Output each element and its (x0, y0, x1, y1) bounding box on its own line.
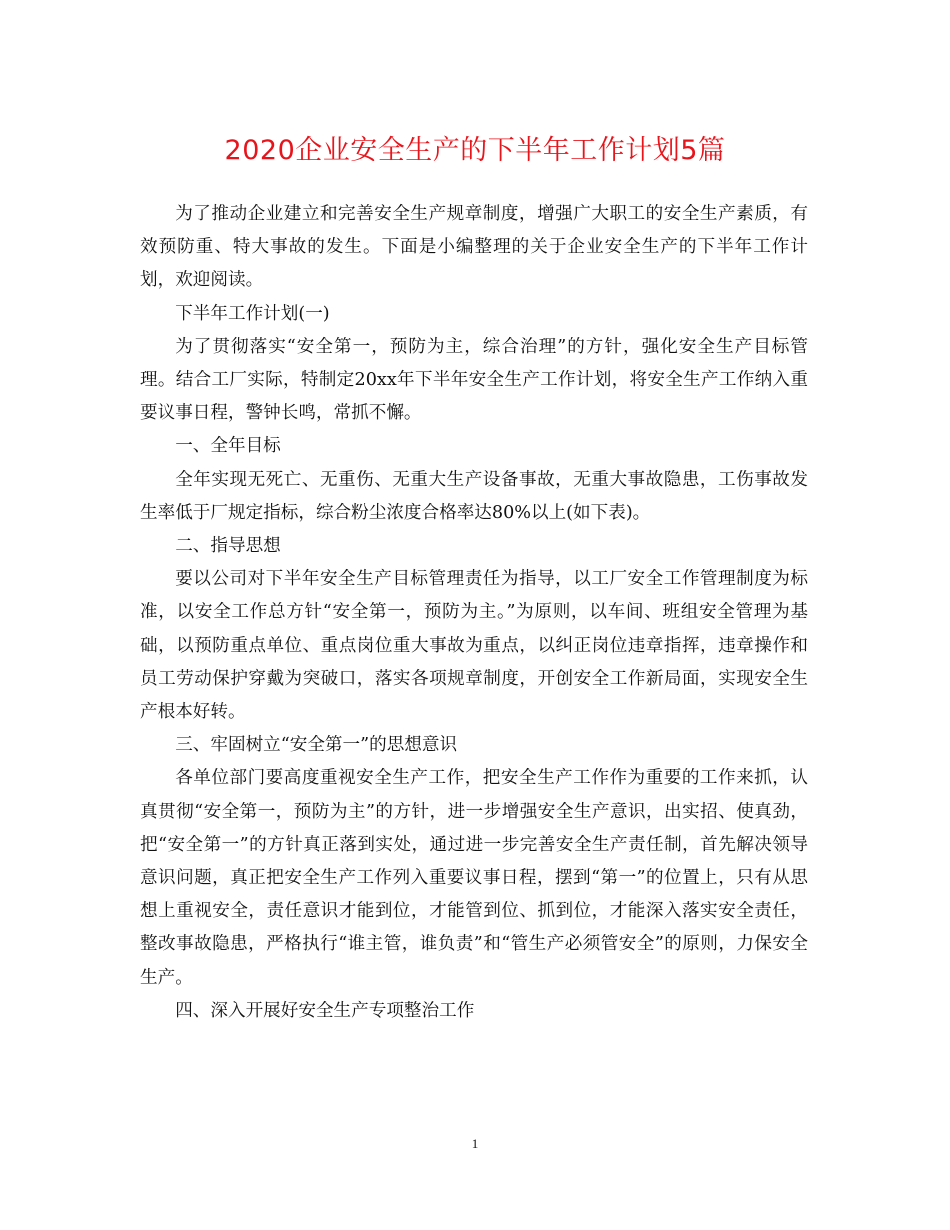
page-number: 1 (471, 1136, 479, 1151)
paragraph-intro: 为了推动企业建立和完善安全生产规章制度，增强广大职工的安全生产素质，有效预防重、特大事故的发生。下面是小编整理的关于企业安全生产的下半年工作计划，欢迎阅读。 (140, 204, 808, 291)
heading-plan-1: 下半年工作计划(一) (175, 303, 330, 324)
paragraph-safety-first: 各单位部门要高度重视安全生产工作，把安全生产工作作为重要的工作来抓，认真贯彻“安全第一，预防为主”的方针，进一步增强安全生产意识，出实招、使真劲，把“安全第一”的方针真正落到实处，通过进一步完善安全生产责任制，首先解决领导意识问题，真正把安全生产工作列入重要议事日程，摆到“第一”的位置上，只有从思想上重视安全，责任意识才能到位，才能管到位、抓到位，才能深入落实安全责任，整改事故隐患，严格执行“谁主管，谁负责”和“管生产必须管安全”的原则，力保安全生产。 (140, 768, 808, 988)
page-title: 2020企业安全生产的下半年工作计划5篇 (224, 135, 726, 166)
paragraph-guiding-ideology: 要以公司对下半年安全生产目标管理责任为指导，以工厂安全工作管理制度为标准，以安全工作总方针“安全第一，预防为主。”为原则，以车间、班组安全管理为基础，以预防重点单位、重点岗位重大事故为重点，以纠正岗位违章指挥，违章操作和员工劳动保护穿戴为突破口，落实各项规章制度，开创安全工作新局面，实现安全生产根本好转。 (140, 569, 808, 723)
document-body (140, 198, 808, 1028)
heading-safety-first: 三、牢固树立“安全第一”的思想意识 (175, 735, 458, 756)
heading-guiding-ideology: 二、指导思想 (175, 536, 281, 557)
paragraph-annual-goal: 全年实现无死亡、无重伤、无重大生产设备事故，无重大事故隐患，工伤事故发生率低于厂规定指标，综合粉尘浓度合格率达80%以上(如下表)。 (140, 469, 808, 523)
paragraph-plan-1-intro: 为了贯彻落实“安全第一，预防为主，综合治理”的方针，强化安全生产目标管理。结合工厂实际，特制定20xx年下半年安全生产工作计划，将安全生产工作纳入重要议事日程，警钟长鸣，常抓不懈。 (140, 336, 808, 424)
heading-special-rectification: 四、深入开展好安全生产专项整治工作 (175, 1000, 475, 1021)
heading-annual-goal: 一、全年目标 (175, 436, 281, 457)
